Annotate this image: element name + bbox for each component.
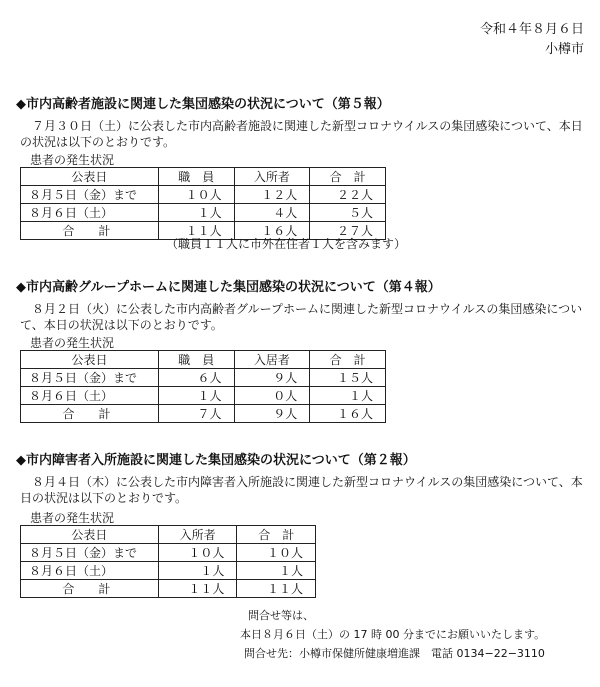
column-header: 職 員 — [158, 351, 234, 369]
column-header: 入所者 — [234, 168, 310, 186]
table-cell: ８月５日（金）まで — [21, 369, 159, 387]
table-cell: １０人 — [158, 186, 234, 204]
table-cell: ２２人 — [310, 186, 386, 204]
table-cell: ８月６日（土） — [21, 204, 159, 222]
table-header-row — [21, 351, 386, 369]
table-cell: １１人 — [158, 580, 237, 598]
table-row — [21, 562, 316, 580]
contact-department: 問合せ先：小樽市保健所健康増進課 電話 0134−22−3110 — [244, 647, 545, 660]
section-heading: ◆市内高齢者施設に関連した集団感染の状況について（第５報） — [16, 97, 390, 112]
section-heading: ◆市内障害者入所施設に関連した集団感染の状況について（第２報） — [16, 453, 416, 468]
contact-deadline: 本日８月６日（土）の 17 時 00 分までにお願いいたします。 — [240, 628, 546, 641]
table-total-row — [21, 580, 316, 598]
column-header: 合 計 — [237, 526, 316, 544]
table-cell: １１人 — [237, 580, 316, 598]
issue-date: 令和４年８月６日 — [479, 22, 584, 37]
table-cell: ６人 — [158, 369, 234, 387]
table-cell: １人 — [158, 204, 234, 222]
issuer-city: 小樽市 — [544, 42, 584, 57]
table-cell: ８月５日（金）まで — [21, 186, 159, 204]
table-cell: 合 計 — [21, 405, 159, 423]
table-row — [21, 186, 386, 204]
table-cell: ８月６日（土） — [21, 387, 159, 405]
column-header: 公表日 — [21, 168, 159, 186]
table-cell: 合 計 — [21, 222, 159, 240]
table-cell: １０人 — [158, 544, 237, 562]
table-row — [21, 204, 386, 222]
column-header: 合 計 — [310, 351, 386, 369]
table-cell: 合 計 — [21, 580, 159, 598]
date-block — [480, 20, 584, 60]
table-cell: １０人 — [237, 544, 316, 562]
contact-block — [240, 606, 545, 663]
status-label: 患者の発生状況 — [30, 511, 115, 525]
case-table — [20, 350, 386, 423]
table-cell: ２７人 — [310, 222, 386, 240]
table-cell: ４人 — [234, 204, 310, 222]
table-cell: ９人 — [234, 405, 310, 423]
column-header: 公表日 — [21, 526, 159, 544]
table-header-row — [21, 168, 386, 186]
table-row — [21, 387, 386, 405]
table-cell: １１人 — [158, 222, 234, 240]
section-heading: ◆市内高齢グループホームに関連した集団感染の状況について（第４報） — [16, 280, 441, 295]
table-note: （職員１１人に市外在住者１人を含みます） — [166, 237, 407, 251]
status-label: 患者の発生状況 — [30, 336, 115, 350]
table-cell: １人 — [158, 387, 234, 405]
column-header: 合 計 — [310, 168, 386, 186]
table-cell: ７人 — [158, 405, 234, 423]
table-cell: １２人 — [234, 186, 310, 204]
contact-intro: 問合せ等は、 — [248, 609, 314, 622]
section-body: ８月４日（木）に公表した市内障害者入所施設に関連した新型コロナウイルスの集団感染について、本日の状況は以下のとおりです。 — [20, 475, 583, 505]
table-cell: ０人 — [234, 387, 310, 405]
case-table — [20, 167, 386, 240]
table-cell: ８月６日（土） — [21, 562, 159, 580]
column-header: 入居者 — [234, 351, 310, 369]
table-cell: １人 — [158, 562, 237, 580]
table-row — [21, 544, 316, 562]
status-label: 患者の発生状況 — [30, 153, 115, 167]
table-cell: ５人 — [310, 204, 386, 222]
table-total-row — [21, 405, 386, 423]
section-body: ７月３０日（土）に公表した市内高齢者施設に関連した新型コロナウイルスの集団感染について、本日の状況は以下のとおりです。 — [20, 119, 583, 149]
table-cell: １人 — [237, 562, 316, 580]
case-table — [20, 525, 316, 598]
table-cell: ８月５日（金）まで — [21, 544, 159, 562]
table-cell: １６人 — [234, 222, 310, 240]
table-cell: ９人 — [234, 369, 310, 387]
column-header: 職 員 — [158, 168, 234, 186]
table-cell: １人 — [310, 387, 386, 405]
table-cell: １６人 — [310, 405, 386, 423]
table-cell: １５人 — [310, 369, 386, 387]
column-header: 公表日 — [21, 351, 159, 369]
column-header: 入所者 — [158, 526, 237, 544]
section-body: ８月２日（火）に公表した市内高齢者グループホームに関連した新型コロナウイルスの集団感染について、本日の状況は以下のとおりです。 — [20, 302, 583, 332]
table-row — [21, 369, 386, 387]
table-header-row — [21, 526, 316, 544]
